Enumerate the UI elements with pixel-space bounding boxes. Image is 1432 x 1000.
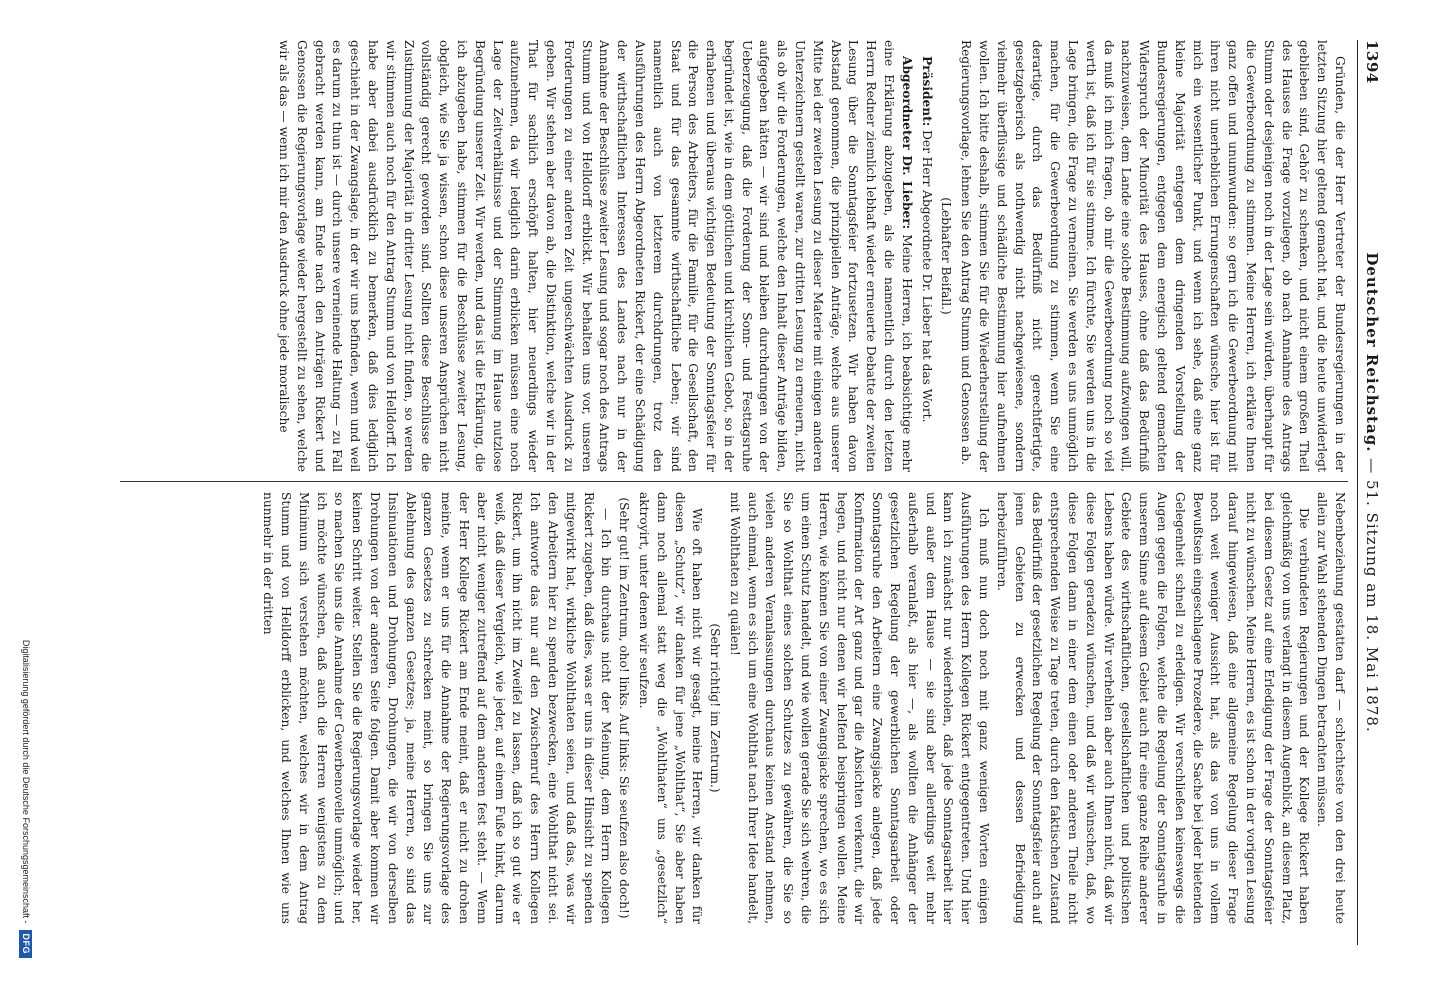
reaction-note: (Lebhafter Beifall.) (939, 197, 954, 315)
credit-text: Digitalisierung gefördert durch die Deutsche Forschungsgemeinschaft - (21, 639, 31, 924)
paragraph: Ich muß nun doch noch mit ganz wenigen Worten einigen Ausführungen des Herrn Kollegen Rickert entgegentreten. Und hier kann ich zunächst nur wiederholen, daß jede Sonntagsarbeit hier und außer dem Hause — sie sind aber allerdings weit mehr außerhalb veranlaßt, als hier —, als wollten die Anhänger der gesetzlichen Regelung der gewerblichen Sonntagsarbeit oder Sonntagsruhe den Arbeitern eine Zwangsjacke anlegen, daß jede Konfirmation der Art ganz und gar die Absichten verkennt, die wir hegen, und nicht nur denen wir helfend beispringen wollen. Meine Herren, wie können Sie von einer Zwangsjacke sprechen, wo es sich um einen Schutz handelt, und wie wollen gerade Sie sich wehren, die Sie so Wohlthat eines solchen Schutzes zu gewähren, die Sie so vielen anderen Veranlassungen durchaus keinen Anstand nehmen, auch einmal, wenn es sich um eine Wohlthat nach Ihrer Idee handelt, mit Wohlthaten zu quälen! (727, 492, 992, 924)
speaker-label: Präsident: (919, 56, 934, 127)
speech-text: Meine Herren, ich beabsichtige mehr eine Erklärung abzugeben, als die namentlich durch den letzten Herrn Redner ziemlich lebhaft wieder erneuerte Debatte der zweiten Lesung über die Sonntagsfeier fortzusetzen. Wir haben davon Abstand genommen, die prinzipiellen Anträge, welche aus unserer Mitte bei der zweiten Lesung zu dieser Materie mit einigen anderen Unterzeichnern gestellt waren, zur dritten Lesung zu erneuern, nicht als ob wir die Forderungen, welche den Inhalt dieser Anträge bilden, aufgegeben hätten — wir sind und bleiben durchdrungen von der Ueberzeugung, daß die Forderung der Sonn- und Festtagsruhe begründet ist, wie in dem göttlichen und kirchlichen Gebot, so in der erhabenen und überaus wichtigen Bedeutung der Sonntagsfeier für die Person des Arbeiters, für die Familie, für die Gesellschaft, den Staat und für das gesammte wirthschaftliche Leben; wir sind namentlich auch von letzterem durchdrungen, trotz den Ausführungen des Herrn Abgeordneten Rickert, der eine Schädigung der wirthschaftlichen Interessen des Landes nach nur in der Annahme der Beschlüsse zweiter Lesung und sogar noch des Antrags Stumm und von Helldorff erblickt. Wir behalten uns vor, unseren Forderungen zu einer anderen Zeit ungeschwächten Ausdruck zu geben. Wir stehen aber davon ab, die Distinktion, welche wir in der That für sachlich erschöpft halten, hier neuerdings wieder aufzunehmen, da wir lediglich darin erblicken müssen eine noch Lage der Zeitverhältnisse und der Stimmung im Hause nutzlose Begründung unserer Zeit. Wir werden, und das ist die Erklärung, die ich abzugeben habe, stimmen für die Beschlüsse zweiter Lesung, obgleich, wie Sie ja wissen, schon diese unseren Ansprüchen nicht vollständig gerecht geworden sind. Sollten diese Beschlüsse die Zustimmung der Majorität in dritter Lesung nicht finden, so werden wir stimmen auch noch für den Antrag Stumm und von Helldorff. Ich habe aber dabei ausdrücklich zu bemerken, daß dies lediglich geschieht in der Zwangslage, in der wir uns befinden, wenn und weil es darum zu thun ist — durch unsere verneinende Haltung — zu Fall gebracht werden kann, am Ende nach den Anträgen Rickert und Genossen die Regierungsvorlage wieder hergestellt zu sehen, welche wir als das — wenn ich mir den Ausdruck ohne jede moralische (276, 40, 914, 472)
paragraph: Gründen, die der Herr Vertreter der Bundesregierungen in der letzten Sitzung hier geltend gemacht hat, und die heute unwiderlegt geblieben sind, Gehör zu schenken, und nicht einem großen Theil des Hauses die Frage vorzulegen, ob nach Annahme des Antrags Stumm oder desjenigen noch in der Lage sein würden, überhaupt für die Gewerbeordnung zu stimmen. Meine Herren, ich erkläre Ihnen ganz offen und unumwunden: so gern ich die Gewerbeordnung mit ihren nicht unerheblichen Errungenschaften wünsche, hier ist für mich ein wesentlicher Punkt, und wenn ich sehe, daß eine ganz kleine Majorität entgegen dem dringenden Vorstellung der Bundesregierungen, entgegen dem energisch geltend gemachten Widerspruch der Minorität des Hauses, ohne daß das Bedürfniß nachzuweisen, dem Lande eine solche Bestimmung aufzwingen will, da muß ich mich fragen, ob mir die Gewerbeordnung noch so viel werth ist, daß ich für sie stimme. Ich fürchte, Sie werden uns in die Lage bringen, die Frage zu verneinen. Sie werden es uns unmöglich machen, für die Gewerbeordnung zu stimmen, wenn Sie eine derartige, durch das Bedürfniß nicht gerechtfertigte, gesetzgeberisch als nothwendig nicht nachgewiesene, sondern vielmehr überflüssige und schädliche Bestimmung hier aufnehmen wollen. Ich bitte deshalb, stimmen Sie für die Wiederherstellung der Regierungsvorlage, lehnen Sie den Antrag Stumm und Genossen ab. (959, 40, 1347, 472)
president-paragraph (917, 40, 935, 472)
column-divider (120, 481, 1348, 482)
paragraph: Wie oft haben nicht wir gesagt, meine Herren, wir danken für diesen „Schutz“, wir danken für jene „Wohlthat“, Sie aber haben dann noch allemal statt weg die „Wohlthaten“ uns „gesetzlich“ aktroyirt, unter denen wir seufzen. (636, 492, 705, 924)
paragraph: Nebenbeziehung gestatten darf — schlechteste von den drei heute allein zur Wahl stehenden Dingen betrachten müssen. (1315, 492, 1347, 924)
paragraph: — Ich bin durchaus nicht der Meinung, dem Herrn Kollegen Rickert zugeben, daß dies, was er uns in dieser Hinsicht zu spenden mitgewirkt hat, wirkliche Wohlthaten seien, und daß das, was wir den Arbeitern hier zu spenden bezwecken, eine Wohlthat nicht sei. Ich antworte das nur auf den Zwischenruf des Herrn Kollegen Rickert, um ihn nicht im Zweifel zu lassen, daß ich so gut wie er weiß, daß dieser Vergleich, wie jeder, auf einem Fuße hinkt, darum aber nicht weniger zutreffend auf dem anderen fest steht. — Wenn der Herr Kollege Rickert am Ende meint, daß er nicht zu drohen meinte, wenn er uns für die Annahme der Regierungsvorlage des ganzen Gesetzes zu schrecken meint, so bringen Sie uns zur Ablehnung des ganzen Gesetzes; ja, meine Herren, so sind das Insinuationen und Drohungen, Drohungen, die wir von derselben Drohungen von der anderen Seite folgen. Damit aber kommen wir keinen Schritt weiter. Stellen Sie die Regierungsvorlage wieder her, so machen Sie uns die Annahme der Gewerbenovelle unmöglich; und ich möchte wünschen, daß auch die Herren wenigstens zu dem Minimum sich verstehen möchten, welches wir in dem Antrag Stumm und von Helldorff erblicken, und welches Ihnen wie uns nunmehr in der dritten (261, 492, 614, 924)
publication-title: Deutscher Reichstag. (1363, 252, 1381, 453)
reaction-note: (Sehr richtig! im Zentrum.) (708, 623, 723, 793)
left-column (120, 40, 1348, 472)
right-column (120, 492, 1348, 924)
speaker-paragraph (274, 40, 915, 472)
page-number: 1394 (1363, 40, 1381, 84)
paragraph: Die verbündeten Regierungen und der Kollege Rickert haben gleichmäßig von uns verlangt in diesem Augenblick, an diesem Platz, bei diesem Gesetz auf eine Erledigung der Frage der Sonntagsfeier nicht zu wünschen. Meine Herren, es ist schon in der vorigen Lesung darauf hingewiesen, daß eine allgemeine Regelung dieser Frage noch weit weniger Aussicht hat, als das von uns in vollem Bewußtsein eingeschlagene Prozedere, die Sache bei jeder bietenden Gelegenheit schnell zu erledigen. Wir verschließen keineswegs die Augen gegen die Folgen, welche die Regelung der Sonntagsruhe in unserem Sinne auf diesem Gebiet auch für eine ganze Reihe anderer Gebiete des wirthschaftlichen, gesellschaftlichen und politischen Lebens haben würde. Wir verhehlen aber auch Ihnen nicht, daß wir diese Folgen geradezu wünschen, und daß wir wünschen, daß, wo diese Folgen dann in einer dem einen oder anderen Theile nicht entsprechenden Weise zu Tage treten, durch den faktischen Zustand das Bedürfniß der gesetzlichen Regelung der Sonntagsfeier auch auf jenen Gebieten zu erwecken und dessen Befriedigung herbeizuführen. (994, 492, 1312, 924)
speaker-label: Abgeordneter Dr. Lieber: (899, 56, 914, 230)
dfg-logo: DFG (19, 930, 32, 959)
reaction-note: (Sehr gut! im Zentrum, oho! links. Auf links: Sie seufzen also doch!) (617, 497, 632, 919)
document-page (84, 40, 1384, 945)
digitization-credit (15, 38, 37, 958)
session-info: — 51. Sitzung am 18. Mai 1878. (1363, 458, 1381, 733)
speech-text: Der Herr Abgeordnete Dr. Lieber hat das Wort. (919, 130, 934, 423)
running-head (1360, 40, 1384, 945)
page-header (1357, 40, 1384, 945)
